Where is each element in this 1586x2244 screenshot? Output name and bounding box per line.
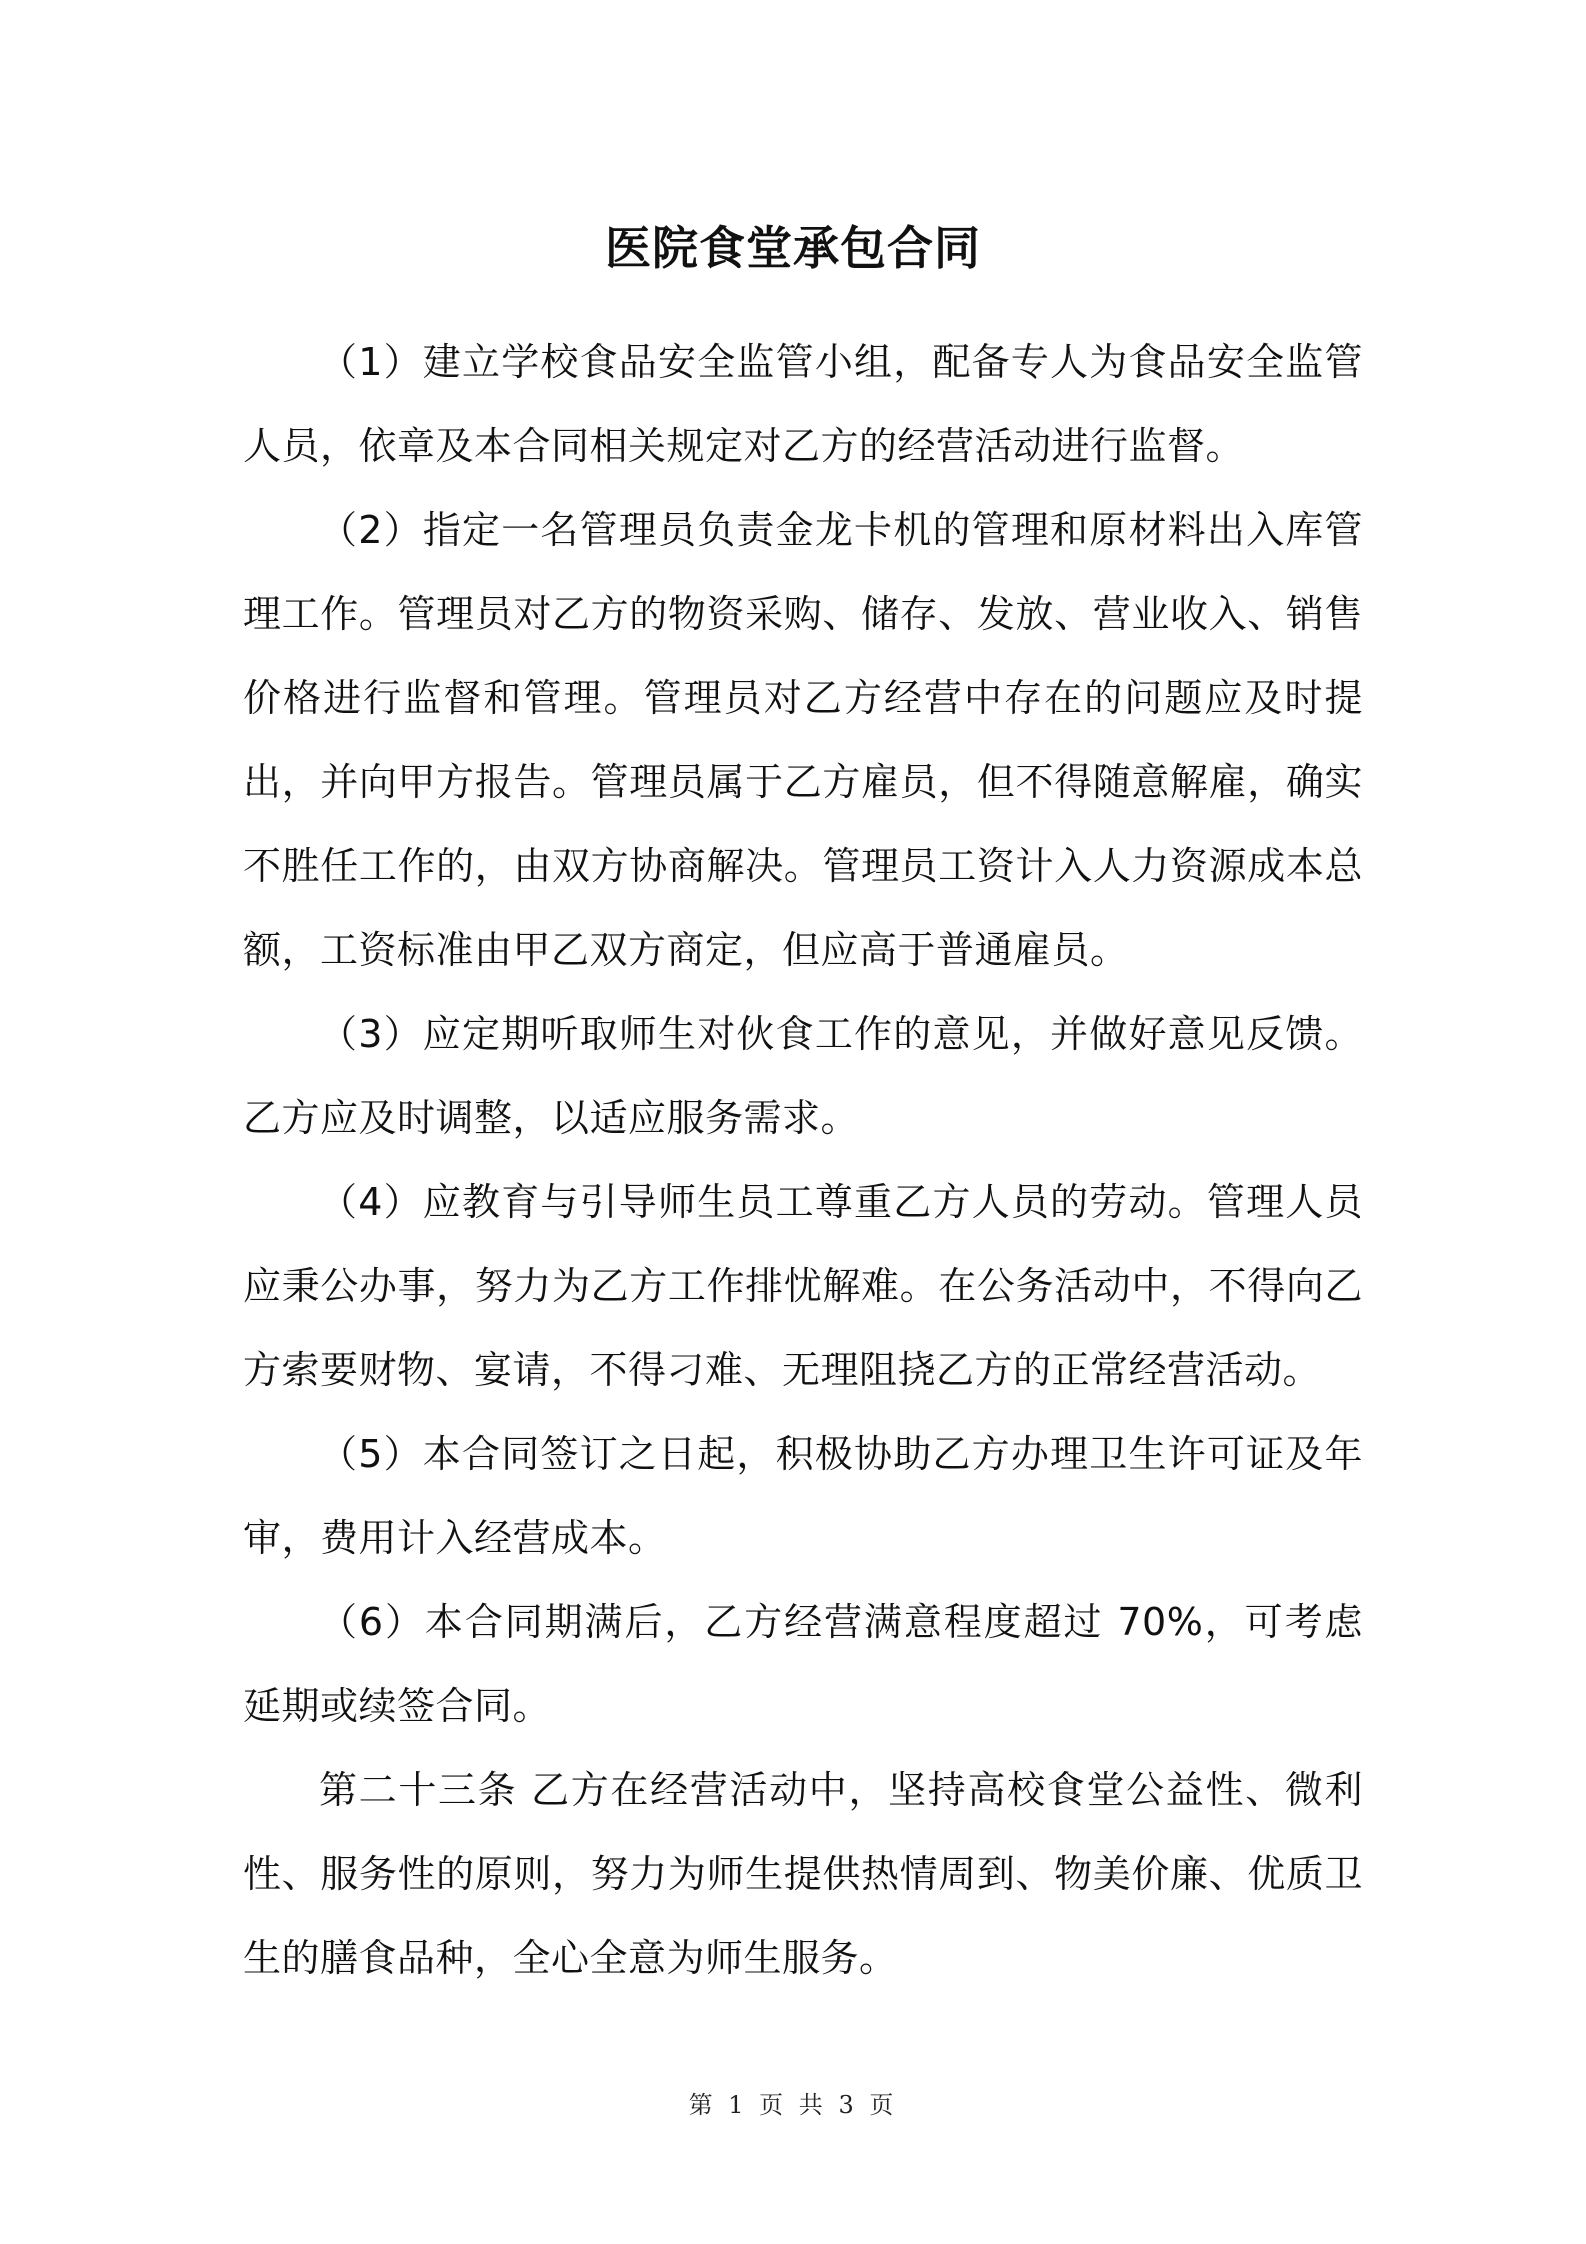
paragraph-item-4: （4）应教育与引导师生员工尊重乙方人员的劳动。管理人员应秉公办事，努力为乙方工作排忧解难。在公务活动中，不得向乙方索要财物、宴请，不得刁难、无理阻挠乙方的正常经营活动。	[243, 1180, 1363, 1392]
document-title: 医院食堂承包合同	[605, 221, 981, 275]
document-body	[243, 320, 1363, 2000]
page-number-footer: 第 1 页 共 3 页	[688, 2091, 898, 2119]
paragraph-item-5: （5）本合同签订之日起，积极协助乙方办理卫生许可证及年审，费用计入经营成本。	[243, 1432, 1363, 1560]
paragraph-item-3: （3）应定期听取师生对伙食工作的意见，并做好意见反馈。乙方应及时调整，以适应服务需求。	[243, 1012, 1363, 1140]
paragraph-item-2: （2）指定一名管理员负责金龙卡机的管理和原材料出入库管理工作。管理员对乙方的物资采购、储存、发放、营业收入、销售价格进行监督和管理。管理员对乙方经营中存在的问题应及时提出，并向甲方报告。管理员属于乙方雇员，但不得随意解雇，确实不胜任工作的，由双方协商解决。管理员工资计入人力资源成本总额，工资标准由甲乙双方商定，但应高于普通雇员。	[243, 508, 1363, 972]
paragraph-article-23: 第二十三条 乙方在经营活动中，坚持高校食堂公益性、微利性、服务性的原则，努力为师生提供热情周到、物美价廉、优质卫生的膳食品种，全心全意为师生服务。	[243, 1768, 1363, 1980]
paragraph-item-6: （6）本合同期满后，乙方经营满意程度超过 70%，可考虑延期或续签合同。	[243, 1600, 1363, 1728]
paragraph-item-1: （1）建立学校食品安全监管小组，配备专人为食品安全监管人员，依章及本合同相关规定对乙方的经营活动进行监督。	[243, 340, 1363, 468]
